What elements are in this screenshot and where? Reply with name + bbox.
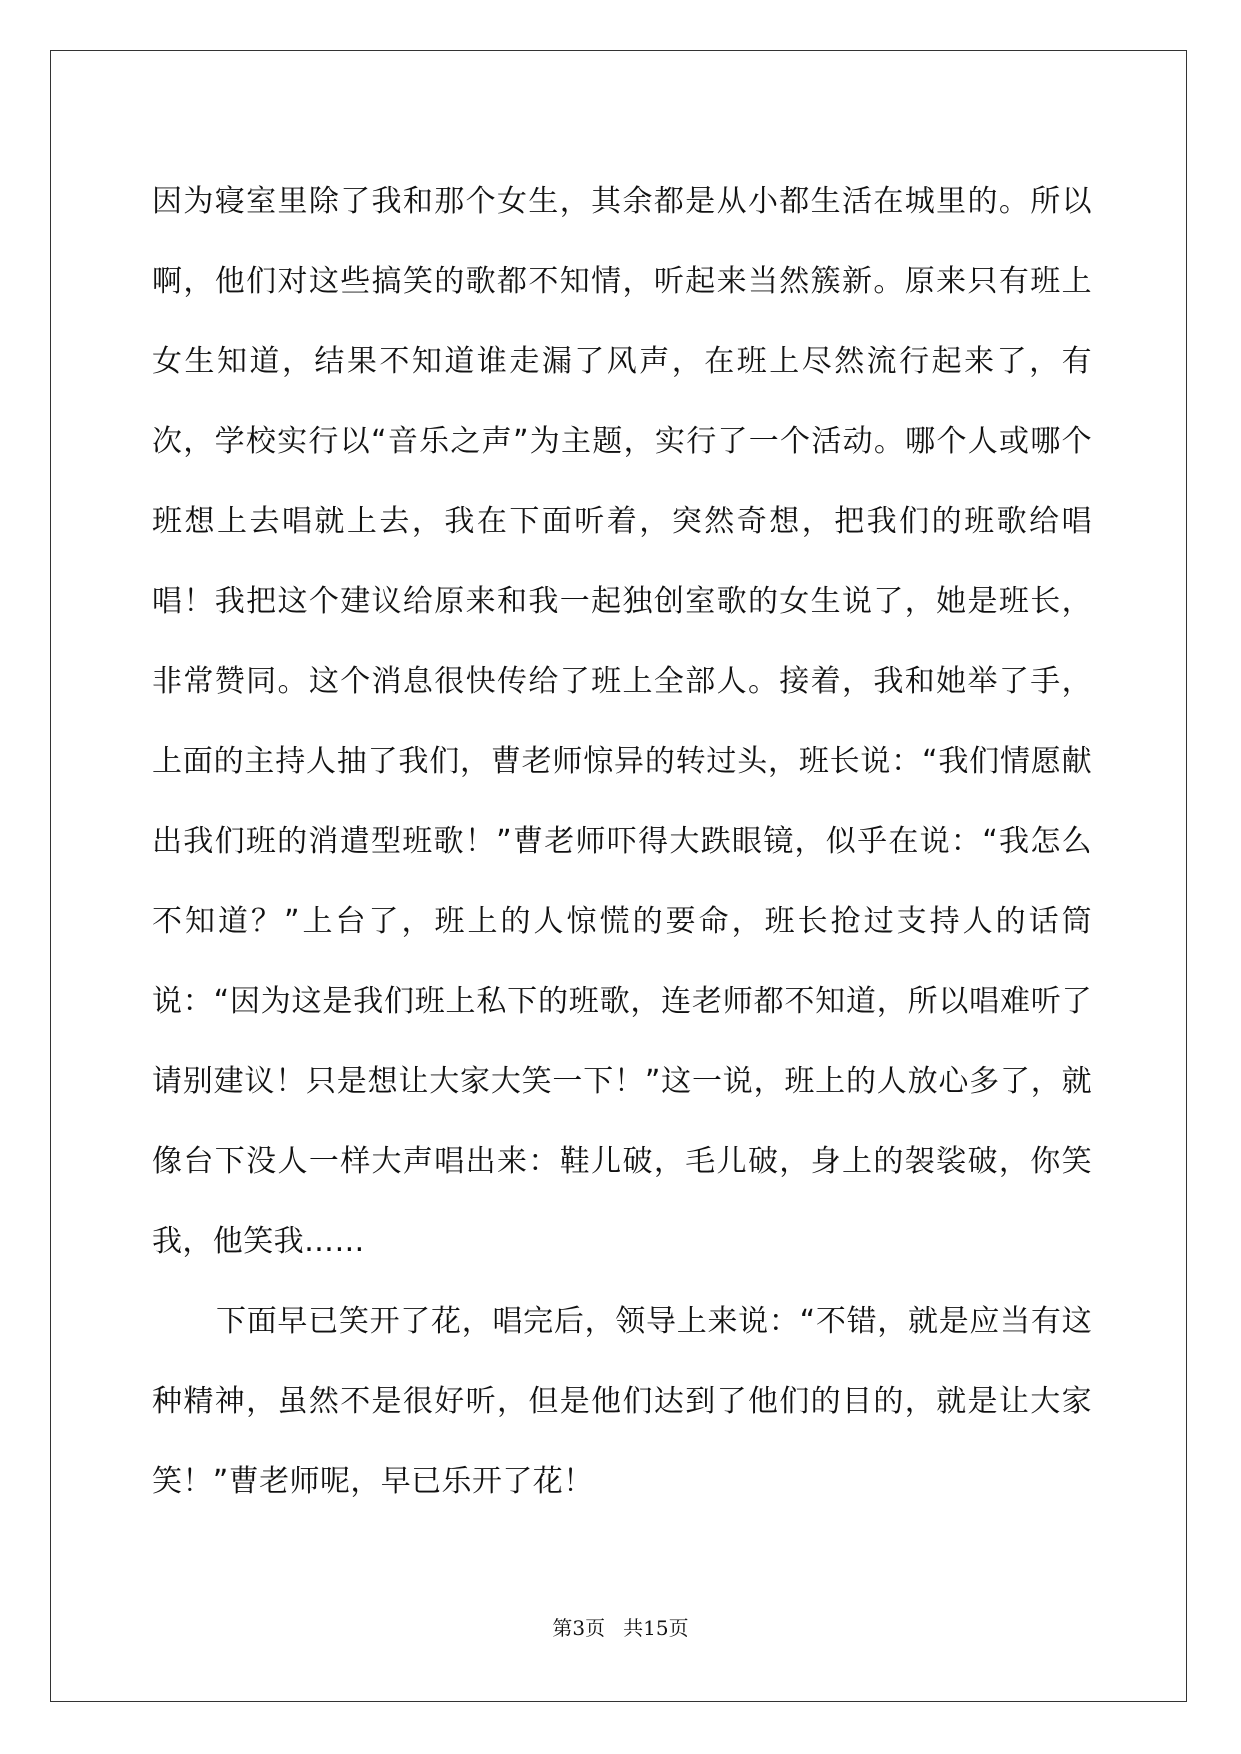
paragraph-2: 下面早已笑开了花，唱完后，领导上来说：“不错，就是应当有这种精神，虽然不是很好听，但是他们达到了他们的目的，就是让大家笑！”曹老师呢，早已乐开了花！ — [152, 1304, 1092, 1499]
page-footer — [0, 1616, 1241, 1640]
paragraph-1: 因为寝室里除了我和那个女生，其余都是从小都生活在城里的。所以啊，他们对这些搞笑的歌都不知情，听起来当然簇新。原来只有班上女生知道，结果不知道谁走漏了风声，在班上尽然流行起来了，有次，学校实行以“音乐之声”为主题，实行了一个活动。哪个人或哪个班想上去唱就上去，我在下面听着，突然奇想，把我们的班歌给唱唱！我把这个建议给原来和我一起独创室歌的女生说了，她是班长，非常赞同。这个消息很快传给了班上全部人。接着，我和她举了手，上面的主持人抽了我们，曹老师惊异的转过头，班长说：“我们情愿献出我们班的消遣型班歌！”曹老师吓得大跌眼镜，似乎在说：“我怎么不知道？”上台了，班上的人惊慌的要命，班长抢过支持人的话筒说：“因为这是我们班上私下的班歌，连老师都不知道，所以唱难听了请别建议！只是想让大家大笑一下！”这一说，班上的人放心多了，就像台下没人一样大声唱出来：鞋儿破，毛儿破，身上的袈裟破，你笑我，他笑我…… — [152, 184, 1092, 1259]
document-body — [152, 162, 1092, 1522]
page-number: 第3页 — [552, 1616, 606, 1640]
page-total: 共15页 — [623, 1616, 689, 1640]
